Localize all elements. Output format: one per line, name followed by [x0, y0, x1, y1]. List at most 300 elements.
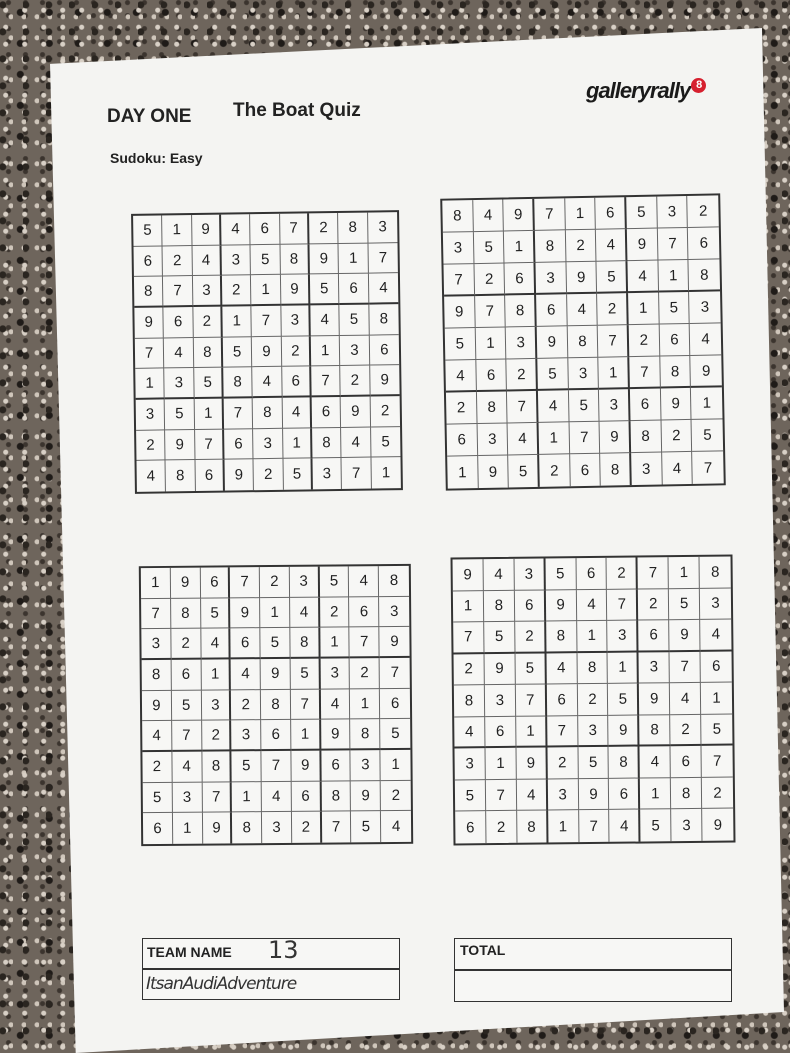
sudoku-cell[interactable]: 9: [351, 781, 381, 812]
sudoku-cell[interactable]: 3: [671, 809, 702, 841]
sudoku-cell[interactable]: 6: [224, 429, 254, 460]
sudoku-cell[interactable]: 4: [567, 294, 598, 327]
sudoku-cell[interactable]: 3: [320, 658, 350, 689]
sudoku-cell[interactable]: 5: [283, 459, 313, 490]
sudoku-cell[interactable]: 1: [658, 260, 689, 293]
sudoku-cell[interactable]: 5: [371, 427, 401, 458]
sudoku-cell[interactable]: 6: [659, 324, 690, 357]
sudoku-cell[interactable]: 9: [380, 627, 410, 658]
sudoku-cell[interactable]: 1: [283, 428, 313, 459]
sudoku-cell[interactable]: 4: [164, 338, 194, 369]
sudoku-cell[interactable]: 8: [671, 778, 702, 810]
sudoku-cell[interactable]: 4: [610, 810, 641, 842]
sudoku-cell[interactable]: 9: [192, 215, 222, 246]
sudoku-cell[interactable]: 2: [193, 307, 223, 338]
sudoku-cell[interactable]: 9: [281, 275, 311, 306]
sudoku-cell[interactable]: 4: [142, 721, 172, 752]
sudoku-cell[interactable]: 2: [370, 396, 400, 427]
sudoku-cell[interactable]: 2: [547, 747, 578, 779]
sudoku-cell[interactable]: 3: [231, 720, 261, 751]
sudoku-cell[interactable]: 4: [700, 620, 731, 652]
sudoku-cell[interactable]: 3: [368, 212, 398, 243]
sudoku-cell[interactable]: 2: [539, 454, 570, 487]
sudoku-cell[interactable]: 7: [135, 338, 165, 369]
sudoku-cell[interactable]: 5: [626, 197, 657, 230]
sudoku-cell[interactable]: 3: [657, 196, 688, 229]
sudoku-cell[interactable]: 4: [454, 717, 485, 749]
sudoku-cell[interactable]: 3: [253, 428, 283, 459]
sudoku-cell[interactable]: 7: [252, 306, 282, 337]
sudoku-cell[interactable]: 9: [171, 568, 201, 599]
sudoku-cell[interactable]: 7: [507, 391, 538, 424]
sudoku-cell[interactable]: 4: [349, 566, 379, 597]
sudoku-cell[interactable]: 3: [201, 690, 231, 721]
sudoku-cell[interactable]: 5: [143, 783, 173, 814]
sudoku-cell[interactable]: 7: [534, 198, 565, 231]
sudoku-cell[interactable]: 6: [164, 307, 194, 338]
sudoku-cell[interactable]: 7: [311, 366, 341, 397]
sudoku-cell[interactable]: 9: [453, 559, 484, 591]
sudoku-cell[interactable]: 7: [703, 459, 713, 477]
sudoku-cell[interactable]: 3: [281, 305, 311, 336]
sudoku-cell[interactable]: 8: [700, 557, 731, 589]
sudoku-cell[interactable]: 5: [597, 261, 628, 294]
sudoku-cell[interactable]: 8: [689, 259, 720, 292]
sudoku-cell[interactable]: 5: [165, 399, 195, 430]
sudoku-cell[interactable]: 7: [342, 458, 372, 489]
sudoku-cell[interactable]: 9: [578, 779, 609, 811]
sudoku-cell[interactable]: 1: [141, 568, 171, 599]
sudoku-cell[interactable]: 1: [260, 598, 290, 629]
sudoku-cell[interactable]: 5: [172, 690, 202, 721]
sudoku-cell[interactable]: 6: [312, 397, 342, 428]
sudoku-cell[interactable]: 1: [608, 652, 639, 684]
sudoku-cell[interactable]: 2: [136, 430, 166, 461]
sudoku-cell[interactable]: 5: [692, 419, 723, 452]
sudoku-cell[interactable]: 2: [454, 654, 485, 686]
sudoku-cell[interactable]: 5: [515, 653, 546, 685]
sudoku-cell[interactable]: 7: [657, 228, 688, 261]
sudoku-cell[interactable]: 6: [369, 335, 399, 366]
sudoku-cell[interactable]: 2: [474, 263, 505, 296]
sudoku-cell[interactable]: 9: [691, 355, 722, 388]
sudoku-cell[interactable]: 7: [670, 652, 701, 684]
sudoku-cell[interactable]: 8: [312, 428, 342, 459]
sudoku-cell[interactable]: 6: [250, 214, 280, 245]
sudoku-cell[interactable]: 6: [505, 263, 536, 296]
sudoku-cell[interactable]: 9: [142, 691, 172, 722]
sudoku-cell[interactable]: 1: [311, 336, 341, 367]
sudoku-cell[interactable]: 2: [661, 420, 692, 453]
sudoku-cell[interactable]: 7: [224, 398, 254, 429]
sudoku-cell[interactable]: 9: [600, 421, 631, 454]
sudoku-cell[interactable]: 4: [670, 683, 701, 715]
sudoku-cell[interactable]: 2: [486, 811, 517, 843]
sudoku-cell[interactable]: 7: [202, 782, 232, 813]
sudoku-cell[interactable]: 3: [312, 458, 342, 489]
team-name-value[interactable]: ItsanAudiAdventure: [146, 974, 297, 994]
sudoku-cell[interactable]: 3: [568, 358, 599, 391]
sudoku-cell[interactable]: 1: [381, 750, 411, 781]
sudoku-cell[interactable]: 2: [163, 246, 193, 277]
sudoku-cell[interactable]: 8: [369, 304, 399, 335]
sudoku-cell[interactable]: 9: [321, 720, 351, 751]
sudoku-cell[interactable]: 3: [262, 812, 292, 843]
sudoku-cell[interactable]: 7: [291, 689, 321, 720]
sudoku-cell[interactable]: 1: [135, 369, 165, 400]
sudoku-cell[interactable]: 6: [596, 197, 627, 230]
sudoku-cell[interactable]: 2: [320, 597, 350, 628]
sudoku-cell[interactable]: 3: [290, 567, 320, 598]
sudoku-cell[interactable]: 6: [339, 274, 369, 305]
sudoku-cell[interactable]: 8: [379, 566, 409, 597]
sudoku-cell[interactable]: 9: [669, 620, 700, 652]
sudoku-cell[interactable]: 4: [483, 559, 514, 591]
sudoku-cell[interactable]: 8: [517, 811, 548, 843]
sudoku-cell[interactable]: 8: [577, 652, 608, 684]
sudoku-cell[interactable]: 2: [577, 684, 608, 716]
sudoku-cell[interactable]: 1: [194, 399, 224, 430]
sudoku-cell[interactable]: 6: [200, 567, 230, 598]
sudoku-cell[interactable]: 2: [381, 780, 411, 811]
sudoku-cell[interactable]: 1: [173, 813, 203, 844]
sudoku-cell[interactable]: 3: [700, 588, 731, 620]
sudoku-cell[interactable]: 9: [134, 307, 164, 338]
sudoku-cell[interactable]: 2: [260, 567, 290, 598]
sudoku-cell[interactable]: 4: [290, 597, 320, 628]
sudoku-cell[interactable]: 3: [578, 716, 609, 748]
sudoku-cell[interactable]: 6: [195, 460, 225, 491]
sudoku-cell[interactable]: 8: [567, 326, 598, 359]
sudoku-cell[interactable]: 8: [351, 719, 381, 750]
sudoku-cell[interactable]: 2: [222, 276, 252, 307]
sudoku-cell[interactable]: 6: [380, 688, 410, 719]
sudoku-cell[interactable]: 1: [291, 720, 321, 751]
sudoku-cell[interactable]: 8: [232, 812, 262, 843]
sudoku-cell[interactable]: 6: [321, 750, 351, 781]
sudoku-cell[interactable]: 4: [576, 589, 607, 621]
sudoku-cell[interactable]: 6: [231, 628, 261, 659]
sudoku-cell[interactable]: 2: [507, 359, 538, 392]
sudoku-cell[interactable]: 4: [690, 323, 721, 356]
sudoku-cell[interactable]: 2: [350, 658, 380, 689]
sudoku-cell[interactable]: 8: [321, 781, 351, 812]
sudoku-cell[interactable]: 7: [380, 658, 410, 689]
sudoku-cell[interactable]: 4: [137, 461, 167, 492]
sudoku-cell[interactable]: 1: [475, 327, 506, 360]
sudoku-cell[interactable]: 3: [631, 453, 662, 486]
sudoku-cell[interactable]: 5: [659, 292, 690, 325]
sudoku-cell[interactable]: 8: [134, 277, 164, 308]
sudoku-cell[interactable]: 9: [537, 326, 568, 359]
sudoku-cell[interactable]: 4: [201, 629, 231, 660]
sudoku-cell[interactable]: 7: [262, 751, 292, 782]
sudoku-cell[interactable]: 6: [630, 389, 661, 422]
sudoku-cell[interactable]: 2: [309, 213, 339, 244]
sudoku-cell[interactable]: 2: [254, 459, 284, 490]
sudoku-cell[interactable]: 6: [671, 746, 702, 778]
sudoku-cell[interactable]: 2: [566, 230, 597, 263]
sudoku-cell[interactable]: 7: [516, 685, 547, 717]
sudoku-cell[interactable]: 8: [660, 356, 691, 389]
sudoku-cell[interactable]: 6: [576, 558, 607, 590]
sudoku-cell[interactable]: 5: [310, 274, 340, 305]
sudoku-cell[interactable]: 9: [165, 430, 195, 461]
sudoku-cell[interactable]: 4: [310, 305, 340, 336]
sudoku-cell[interactable]: 3: [455, 748, 486, 780]
sudoku-cell[interactable]: 6: [476, 359, 507, 392]
sudoku-cell[interactable]: 4: [473, 199, 504, 232]
sudoku-cell[interactable]: 5: [445, 328, 476, 361]
sudoku-cell[interactable]: 2: [202, 721, 232, 752]
sudoku-cell[interactable]: 7: [350, 627, 380, 658]
sudoku-cell[interactable]: 3: [340, 335, 370, 366]
sudoku-cell[interactable]: 1: [251, 275, 281, 306]
sudoku-cell[interactable]: 6: [688, 227, 719, 260]
sudoku-cell[interactable]: 5: [701, 714, 732, 746]
sudoku-cell[interactable]: 4: [546, 653, 577, 685]
sudoku-cell[interactable]: 4: [627, 261, 658, 294]
sudoku-cell[interactable]: 6: [143, 813, 173, 844]
sudoku-cell[interactable]: 6: [701, 651, 732, 683]
sudoku-cell[interactable]: 4: [341, 427, 371, 458]
sudoku-cell[interactable]: 2: [702, 777, 733, 809]
sudoku-cell[interactable]: 5: [351, 811, 381, 842]
sudoku-cell[interactable]: 4: [445, 360, 476, 393]
sudoku-cell[interactable]: 7: [453, 622, 484, 654]
sudoku-cell[interactable]: 7: [598, 325, 629, 358]
sudoku-cell[interactable]: 3: [136, 399, 166, 430]
sudoku-cell[interactable]: 8: [600, 453, 631, 486]
sudoku-cell[interactable]: 9: [516, 748, 547, 780]
sudoku-cell[interactable]: 3: [141, 629, 171, 660]
sudoku-cell[interactable]: 7: [172, 721, 202, 752]
sudoku-cell[interactable]: 1: [701, 683, 732, 715]
sudoku-cell[interactable]: 3: [443, 232, 474, 265]
sudoku-cell[interactable]: 2: [515, 622, 546, 654]
sudoku-cell[interactable]: 7: [629, 357, 660, 390]
sudoku-cell[interactable]: 5: [669, 588, 700, 620]
sudoku-cell[interactable]: 5: [340, 305, 370, 336]
sudoku-cell[interactable]: 9: [478, 455, 509, 488]
sudoku-cell[interactable]: 6: [171, 660, 201, 691]
sudoku-cell[interactable]: 8: [261, 690, 291, 721]
sudoku-cell[interactable]: 9: [252, 336, 282, 367]
sudoku-cell[interactable]: 4: [231, 659, 261, 690]
sudoku-cell[interactable]: 4: [369, 273, 399, 304]
sudoku-cell[interactable]: 1: [201, 659, 231, 690]
sudoku-cell[interactable]: 1: [516, 716, 547, 748]
sudoku-cell[interactable]: 3: [222, 245, 252, 276]
sudoku-cell[interactable]: 9: [484, 653, 515, 685]
sudoku-cell[interactable]: 4: [172, 752, 202, 783]
sudoku-cell[interactable]: 9: [341, 397, 371, 428]
sudoku-cell[interactable]: 8: [290, 628, 320, 659]
sudoku-cell[interactable]: 7: [141, 599, 171, 630]
sudoku-cell[interactable]: 8: [166, 460, 196, 491]
sudoku-cell[interactable]: 5: [484, 622, 515, 654]
sudoku-cell[interactable]: 2: [292, 812, 322, 843]
sudoku-cell[interactable]: 3: [172, 782, 202, 813]
sudoku-cell[interactable]: 8: [546, 621, 577, 653]
sudoku-cell[interactable]: 7: [579, 810, 610, 842]
sudoku-cell[interactable]: 6: [282, 367, 312, 398]
sudoku-cell[interactable]: 4: [596, 229, 627, 262]
sudoku-cell[interactable]: 4: [517, 779, 548, 811]
sudoku-cell[interactable]: 7: [569, 422, 600, 455]
sudoku-cell[interactable]: 5: [319, 566, 349, 597]
sudoku-cell[interactable]: 1: [232, 782, 262, 813]
sudoku-cell[interactable]: 7: [547, 716, 578, 748]
sudoku-cell[interactable]: 4: [221, 214, 251, 245]
sudoku-cell[interactable]: 3: [535, 262, 566, 295]
sudoku-cell[interactable]: 3: [477, 423, 508, 456]
sudoku-cell[interactable]: 1: [669, 557, 700, 589]
sudoku-cell[interactable]: 5: [474, 231, 505, 264]
sudoku-cell[interactable]: 8: [454, 685, 485, 717]
sudoku-cell[interactable]: 1: [485, 748, 516, 780]
sudoku-cell[interactable]: 2: [629, 325, 660, 358]
sudoku-cell[interactable]: 8: [505, 295, 536, 328]
sudoku-cell[interactable]: 9: [639, 683, 670, 715]
sudoku-cell[interactable]: 2: [446, 392, 477, 425]
sudoku-cell[interactable]: 6: [546, 684, 577, 716]
sudoku-cell[interactable]: 1: [381, 464, 391, 482]
sudoku-cell[interactable]: 5: [455, 780, 486, 812]
sudoku-cell[interactable]: 8: [639, 715, 670, 747]
sudoku-cell[interactable]: 2: [688, 195, 719, 228]
sudoku-cell[interactable]: 5: [290, 659, 320, 690]
sudoku-cell[interactable]: 7: [195, 429, 225, 460]
sudoku-cell[interactable]: 1: [447, 456, 478, 489]
sudoku-cell[interactable]: 9: [202, 813, 232, 844]
sudoku-cell[interactable]: 4: [391, 818, 401, 836]
sudoku-cell[interactable]: 6: [261, 720, 291, 751]
sudoku-cell[interactable]: 6: [609, 778, 640, 810]
sudoku-cell[interactable]: 6: [570, 454, 601, 487]
sudoku-cell[interactable]: 6: [485, 717, 516, 749]
sudoku-cell[interactable]: 5: [133, 215, 163, 246]
sudoku-cell[interactable]: 1: [320, 628, 350, 659]
sudoku-cell[interactable]: 6: [134, 246, 164, 277]
sudoku-cell[interactable]: 8: [477, 391, 508, 424]
sudoku-cell[interactable]: 8: [280, 244, 310, 275]
sudoku-cell[interactable]: 7: [486, 780, 517, 812]
sudoku-cell[interactable]: 7: [638, 557, 669, 589]
sudoku-cell[interactable]: 2: [341, 366, 371, 397]
sudoku-cell[interactable]: 9: [291, 751, 321, 782]
sudoku-cell[interactable]: 4: [192, 245, 222, 276]
sudoku-cell[interactable]: 5: [223, 337, 253, 368]
sudoku-cell[interactable]: 8: [631, 421, 662, 454]
sudoku-cell[interactable]: 2: [281, 336, 311, 367]
sudoku-cell[interactable]: 5: [508, 455, 539, 488]
sudoku-cell[interactable]: 1: [539, 422, 570, 455]
sudoku-cell[interactable]: 3: [351, 750, 381, 781]
sudoku-cell[interactable]: 4: [321, 689, 351, 720]
sudoku-cell[interactable]: 3: [689, 291, 720, 324]
sudoku-cell[interactable]: 5: [569, 390, 600, 423]
sudoku-cell[interactable]: 4: [538, 390, 569, 423]
sudoku-cell[interactable]: 7: [230, 567, 260, 598]
sudoku-cell[interactable]: 8: [535, 230, 566, 263]
sudoku-cell[interactable]: 9: [230, 598, 260, 629]
sudoku-cell[interactable]: 2: [171, 629, 201, 660]
sudoku-cell[interactable]: 3: [485, 685, 516, 717]
sudoku-cell[interactable]: 3: [608, 621, 639, 653]
sudoku-cell[interactable]: 9: [504, 199, 535, 232]
sudoku-cell[interactable]: 8: [253, 398, 283, 429]
sudoku-cell[interactable]: 2: [670, 715, 701, 747]
sudoku-cell[interactable]: 4: [282, 397, 312, 428]
sudoku-cell[interactable]: 3: [506, 327, 537, 360]
sudoku-cell[interactable]: 9: [713, 816, 723, 834]
sudoku-cell[interactable]: 9: [609, 715, 640, 747]
sudoku-cell[interactable]: 5: [640, 810, 671, 842]
sudoku-cell[interactable]: 5: [578, 747, 609, 779]
sudoku-cell[interactable]: 7: [163, 276, 193, 307]
sudoku-cell[interactable]: 3: [165, 368, 195, 399]
sudoku-cell[interactable]: 9: [261, 659, 291, 690]
sudoku-cell[interactable]: 1: [453, 591, 484, 623]
sudoku-cell[interactable]: 8: [202, 751, 232, 782]
sudoku-cell[interactable]: 9: [225, 460, 255, 491]
sudoku-cell[interactable]: 8: [171, 598, 201, 629]
sudoku-cell[interactable]: 5: [380, 719, 410, 750]
sudoku-cell[interactable]: 2: [638, 589, 669, 621]
sudoku-cell[interactable]: 2: [142, 752, 172, 783]
sudoku-cell[interactable]: 3: [379, 596, 409, 627]
sudoku-cell[interactable]: 6: [515, 590, 546, 622]
sudoku-cell[interactable]: 5: [537, 358, 568, 391]
sudoku-cell[interactable]: 6: [447, 424, 478, 457]
sudoku-cell[interactable]: 4: [262, 782, 292, 813]
sudoku-cell[interactable]: 8: [442, 200, 473, 233]
sudoku-cell[interactable]: 6: [638, 620, 669, 652]
sudoku-cell[interactable]: 3: [599, 389, 630, 422]
sudoku-cell[interactable]: 5: [545, 558, 576, 590]
sudoku-cell[interactable]: 8: [338, 213, 368, 244]
sudoku-cell[interactable]: 9: [546, 590, 577, 622]
sudoku-cell[interactable]: 5: [232, 751, 262, 782]
sudoku-cell[interactable]: 1: [350, 689, 380, 720]
sudoku-cell[interactable]: 9: [444, 296, 475, 329]
sudoku-cell[interactable]: 8: [193, 337, 223, 368]
sudoku-cell[interactable]: 5: [251, 244, 281, 275]
sudoku-cell[interactable]: 3: [547, 779, 578, 811]
sudoku-cell[interactable]: 4: [253, 367, 283, 398]
sudoku-cell[interactable]: 1: [628, 293, 659, 326]
sudoku-cell[interactable]: 4: [640, 747, 671, 779]
sudoku-cell[interactable]: 1: [162, 215, 192, 246]
sudoku-cell[interactable]: 9: [627, 229, 658, 262]
sudoku-cell[interactable]: 2: [231, 690, 261, 721]
sudoku-cell[interactable]: 4: [662, 452, 693, 485]
sudoku-cell[interactable]: 9: [370, 365, 400, 396]
sudoku-cell[interactable]: 1: [599, 357, 630, 390]
sudoku-cell[interactable]: 8: [484, 590, 515, 622]
sudoku-cell[interactable]: 7: [607, 589, 638, 621]
sudoku-cell[interactable]: 1: [577, 621, 608, 653]
sudoku-cell[interactable]: 7: [475, 295, 506, 328]
sudoku-cell[interactable]: 9: [661, 388, 692, 421]
sudoku-cell[interactable]: 3: [193, 276, 223, 307]
sudoku-cell[interactable]: 1: [548, 811, 579, 843]
team-number[interactable]: 13: [268, 936, 299, 964]
sudoku-cell[interactable]: 6: [455, 812, 486, 844]
sudoku-cell[interactable]: 1: [339, 243, 369, 274]
sudoku-cell[interactable]: 5: [608, 684, 639, 716]
